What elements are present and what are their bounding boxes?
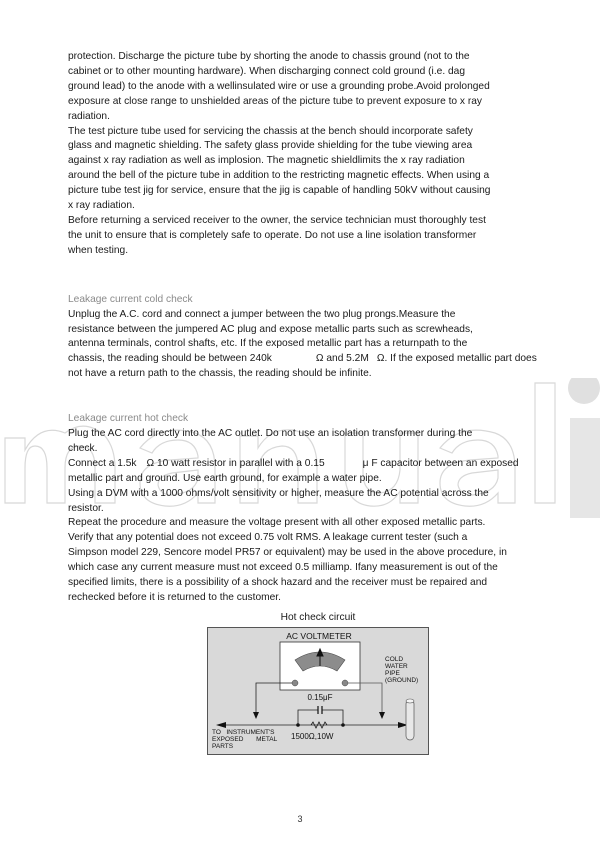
text-line: [68, 457, 538, 472]
text-fragment: Connect a 1.5k: [68, 457, 137, 469]
text-line: picture tube test jig for service, ensure that the jig is capable of handling 50kV without causing: [68, 185, 491, 197]
text-line: against x ray radiation as well as implosion. The magnetic shieldlimits the x ray radiation: [68, 155, 465, 167]
hot-check-circuit-diagram: [207, 627, 429, 755]
right-label-line4: (GROUND): [385, 677, 419, 684]
page-number: 3: [297, 814, 303, 824]
hot-check-heading: Leakage current hot check: [68, 413, 189, 425]
text-line: exposure at close range to unshielded areas of the picture tube to prevent exposure to x ray: [68, 95, 482, 107]
text-line: The test picture tube used for servicing the chassis at the bench should incorporate safety: [68, 125, 473, 137]
water-pipe-icon: [406, 699, 414, 740]
text-line: Verify that any potential does not exceed 0.75 volt RMS. A leakage current tester (such a: [68, 532, 468, 544]
terminal-right-icon: [342, 680, 348, 686]
text-line: x ray radiation.: [68, 200, 135, 212]
text-line: resistor.: [68, 502, 104, 514]
text-line: check.: [68, 442, 98, 454]
omega-symbol: Ω: [376, 353, 385, 365]
micro-symbol: μ: [362, 457, 369, 469]
cold-check-heading: Leakage current cold check: [68, 293, 193, 305]
left-label-line2: EXPOSED METAL: [212, 736, 278, 743]
text-line: resistance between the jumpered AC plug and expose metallic parts such as screwheads,: [68, 323, 473, 335]
capacitor-label: 0.15μF: [307, 693, 333, 702]
safety-paragraph-block: [68, 50, 538, 259]
text-line: rechecked before it is returned to the customer.: [68, 592, 281, 603]
text-line: Plug the AC cord directly into the AC outlet. Do not use an isolation transformer during the: [68, 428, 473, 440]
text-line: which case any current measure must not exceed 0.5 milliamp. Ifany measurement is out of the: [68, 562, 498, 574]
text-line: when testing.: [68, 244, 129, 256]
figure-title: Hot check circuit: [280, 612, 356, 623]
meter-label: AC VOLTMETER: [286, 631, 352, 641]
text-line: Repeat the procedure and measure the voltage present with all other exposed metallic parts.: [68, 517, 486, 529]
left-label-line1: TO INSTRUMENT'S: [212, 729, 275, 736]
text-fragment: 10 watt resistor in parallel with a 0.15: [157, 457, 325, 469]
text-fragment: chassis, the reading should be between 240k: [68, 353, 272, 365]
text-line: cabinet or to other mounting hardware). When discharging connect cold ground (i.e. dag: [68, 65, 465, 77]
text-line: metallic part and ground. Use earth ground, for example a water pipe.: [68, 472, 382, 484]
text-line: not have a return path to the chassis, the reading should be infinite.: [68, 368, 372, 380]
arrow-left-icon: [216, 722, 226, 728]
text-line: Unplug the A.C. cord and connect a jumper between the two plug prongs.Measure the: [68, 308, 456, 320]
omega-symbol: Ω: [146, 457, 155, 469]
text-line: ground lead) to the anode with a wellinsulated wire or use a grounding probe.Avoid prolonged: [68, 80, 490, 92]
omega-symbol: Ω: [315, 353, 324, 365]
text-fragment: and 5.2M: [326, 353, 369, 365]
right-label-line3: PIPE: [385, 670, 400, 677]
cold-check-paragraph: [68, 308, 538, 383]
text-line: the unit to ensure that is completely safe to operate. Do not use a line isolation transformer: [68, 229, 477, 241]
text-line: radiation.: [68, 110, 110, 122]
text-line: Before returning a serviced receiver to the owner, the service technician must thoroughly test: [68, 214, 486, 226]
terminal-left-icon: [292, 680, 298, 686]
text-line: protection. Discharge the picture tube by shorting the anode to chassis ground (not to the: [68, 51, 470, 62]
left-label-line3: PARTS: [212, 743, 234, 750]
right-label-line1: COLD: [385, 656, 404, 663]
document-body: [68, 50, 538, 606]
text-line: Using a DVM with a 1000 ohms/volt sensitivity or higher, measure the AC potential across the: [68, 487, 489, 499]
resistor-label: 1500Ω,10W: [291, 732, 334, 741]
text-line: [68, 352, 538, 367]
capacitor-icon: [318, 706, 322, 714]
text-line: antenna terminals, control shafts, etc. If the exposed metallic part has a returnpath to the: [68, 338, 468, 350]
text-line: around the bell of the picture tube in addition to the restricting magnetic effects. When using a: [68, 170, 490, 182]
text-line: glass and magnetic shielding. The safety glass provide shielding for the tube viewing area: [68, 140, 473, 152]
text-line: specified limits, there is a possibility of a shock hazard and the receiver must be repaired and: [68, 577, 488, 589]
text-fragment: . If the exposed metallic part does: [384, 353, 537, 365]
hot-check-paragraph: [68, 427, 538, 606]
right-label-line2: WATER: [385, 663, 408, 670]
text-line: Simpson model 229, Sencore model PR57 or equivalent) may be used in the above procedure, in: [68, 547, 507, 559]
circuit-svg: [208, 628, 430, 756]
text-fragment: F capacitor between an exposed: [371, 457, 519, 469]
